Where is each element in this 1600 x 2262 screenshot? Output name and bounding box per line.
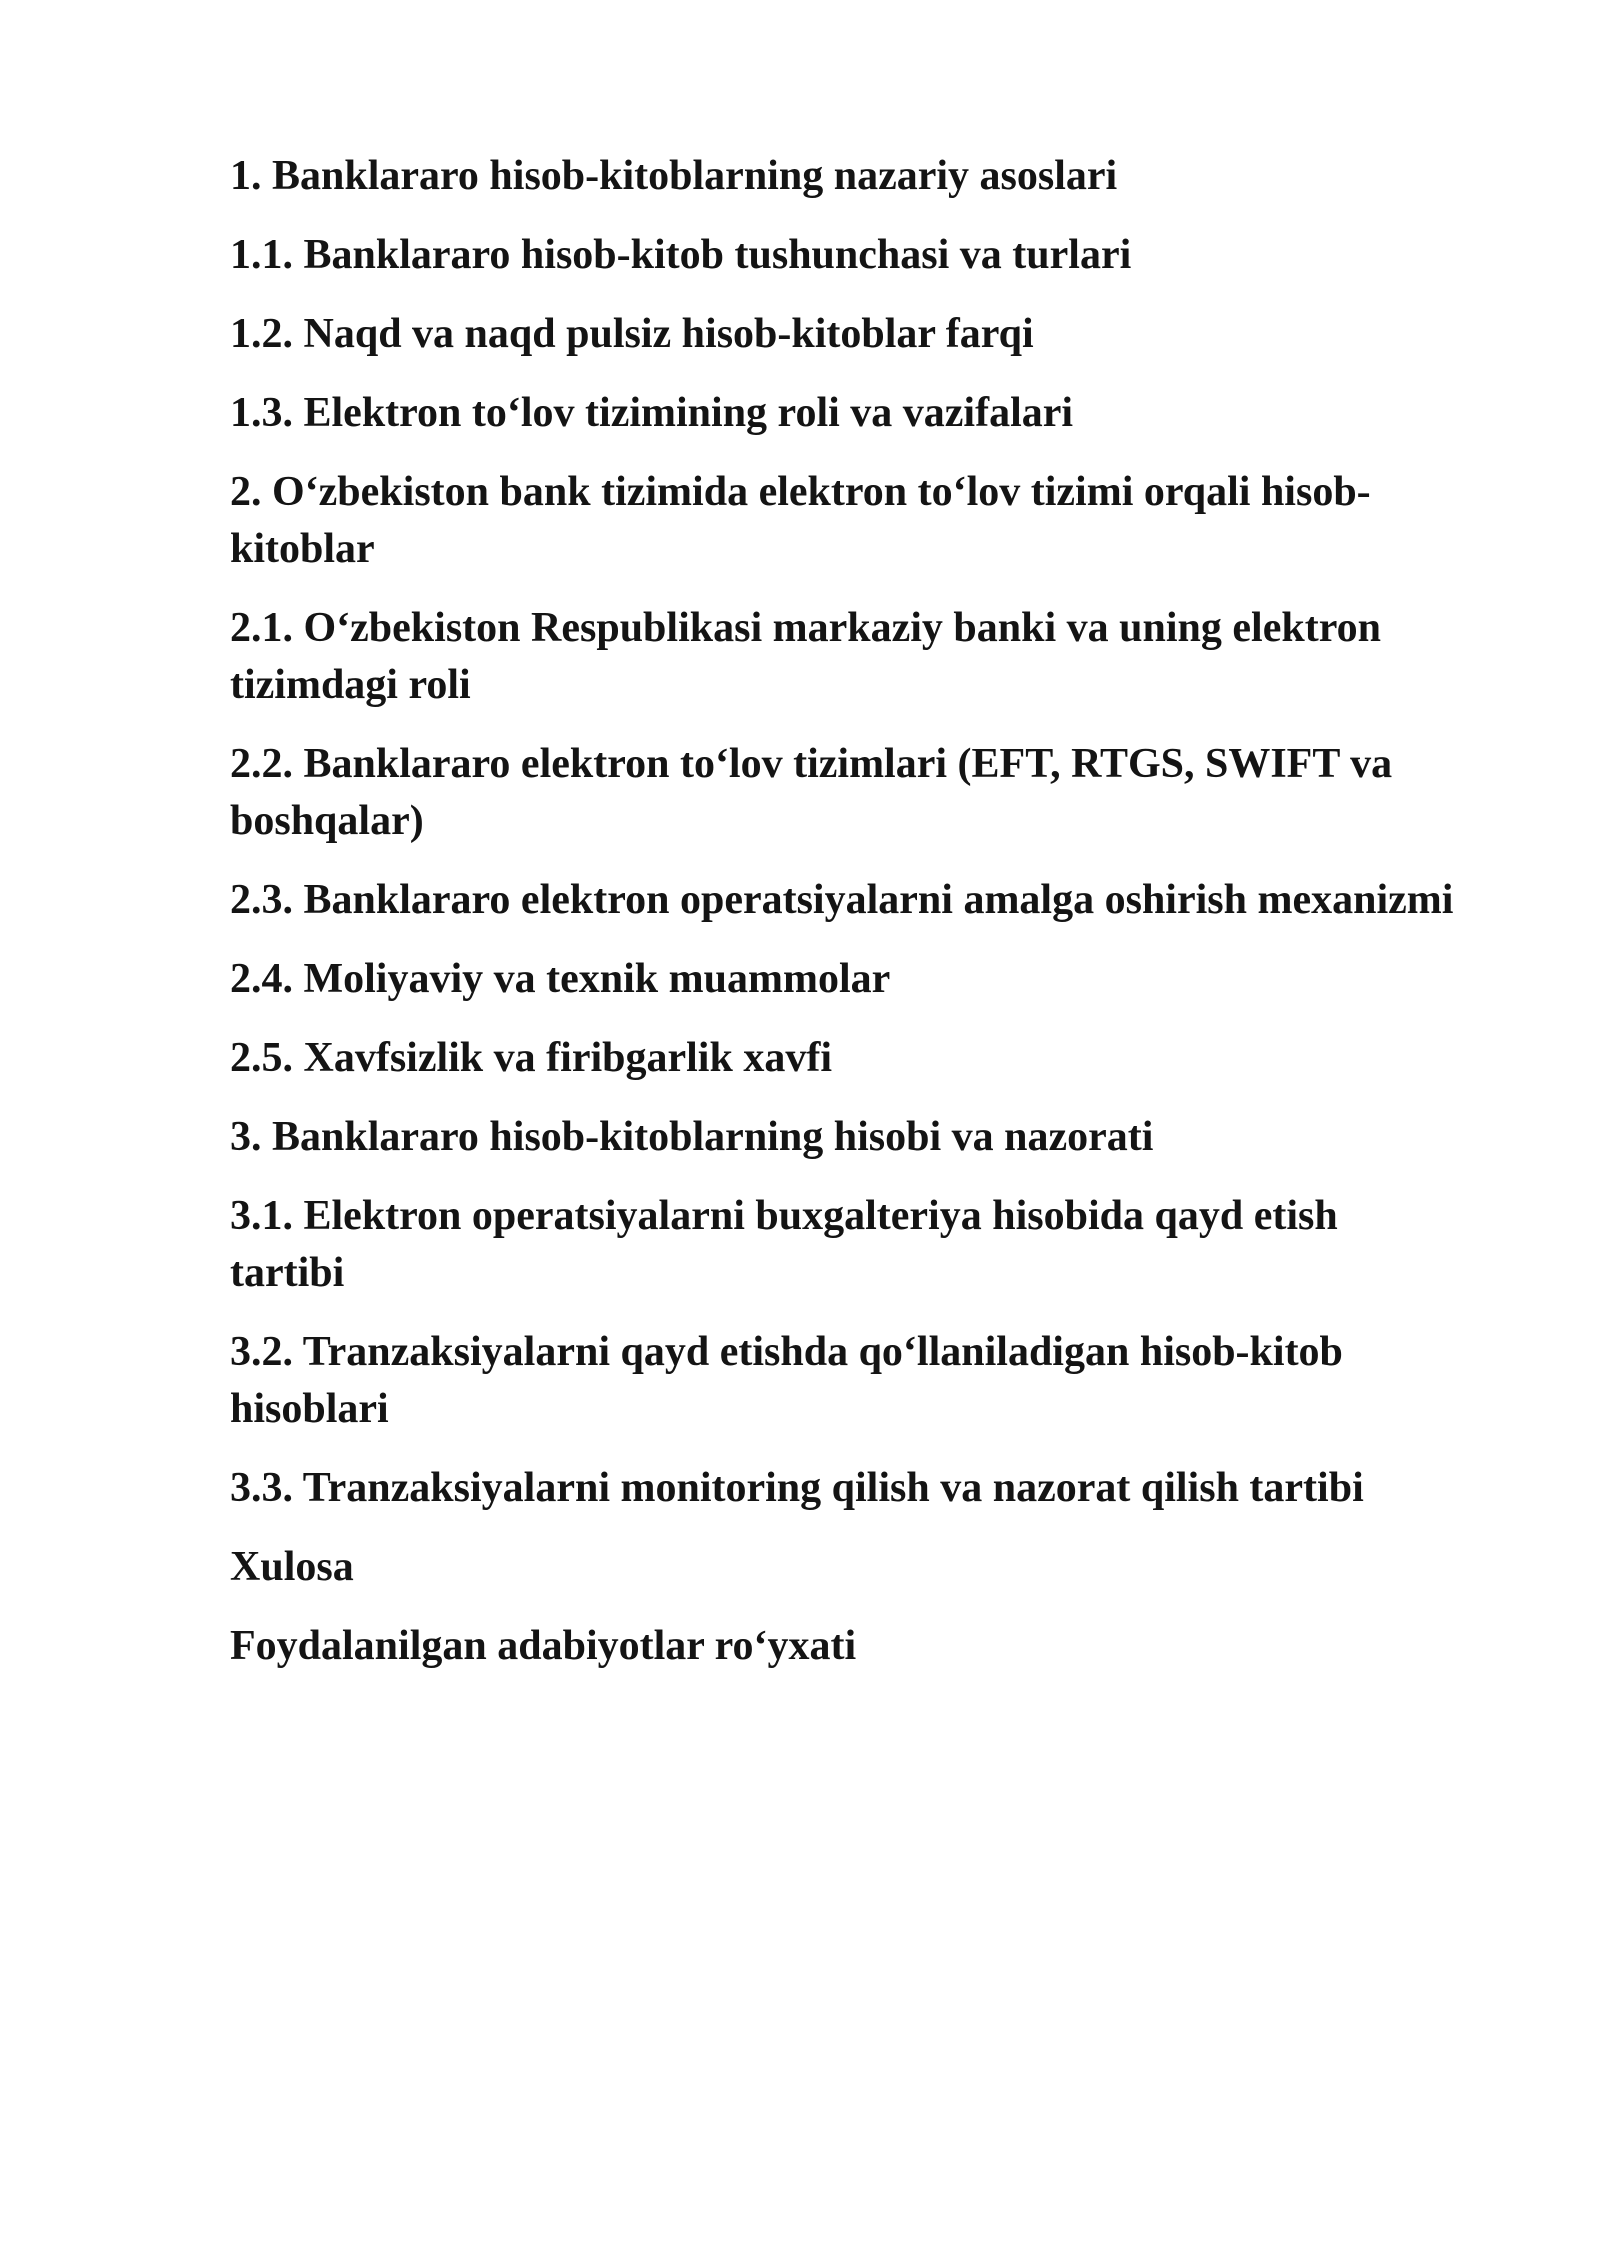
toc-item-1-1: 1.1. Banklararo hisob-kitob tushunchasi va turlari <box>230 232 1132 278</box>
toc-item-2-4: 2.4. Moliyaviy va texnik muammolar <box>230 956 891 1002</box>
toc-item-2-5: 2.5. Xavfsizlik va firibgarlik xavfi <box>230 1035 832 1081</box>
toc-item-2-3: 2.3. Banklararo elektron operatsiyalarni amalga oshirish mexanizmi <box>230 877 1454 923</box>
toc-item-2: 2. O‘zbekiston bank tizimida elektron to‘lov tizimi orqali hisob-kitoblar <box>230 469 1371 572</box>
toc-item-3-3: 3.3. Tranzaksiyalarni monitoring qilish va nazorat qilish tartibi <box>230 1465 1364 1511</box>
toc-item-3: 3. Banklararo hisob-kitoblarning hisobi va nazorati <box>230 1114 1154 1160</box>
toc-item-1: 1. Banklararo hisob-kitoblarning nazariy asoslari <box>230 153 1118 199</box>
toc-item-2-1: 2.1. O‘zbekiston Respublikasi markaziy banki va uning elektron tizimdagi roli <box>230 605 1381 708</box>
table-of-contents <box>230 148 1530 1697</box>
toc-item-3-2: 3.2. Tranzaksiyalarni qayd etishda qo‘llaniladigan hisob-kitob hisoblari <box>230 1329 1343 1432</box>
toc-item-references: Foydalanilgan adabiyotlar ro‘yxati <box>230 1623 857 1669</box>
toc-item-2-2: 2.2. Banklararo elektron to‘lov tizimlari (EFT, RTGS, SWIFT va boshqalar) <box>230 741 1393 844</box>
toc-item-3-1: 3.1. Elektron operatsiyalarni buxgalteriya hisobida qayd etish tartibi <box>230 1193 1338 1296</box>
toc-item-1-2: 1.2. Naqd va naqd pulsiz hisob-kitoblar farqi <box>230 311 1034 357</box>
toc-item-conclusion: Xulosa <box>230 1544 354 1590</box>
toc-item-1-3: 1.3. Elektron to‘lov tizimining roli va vazifalari <box>230 390 1074 436</box>
